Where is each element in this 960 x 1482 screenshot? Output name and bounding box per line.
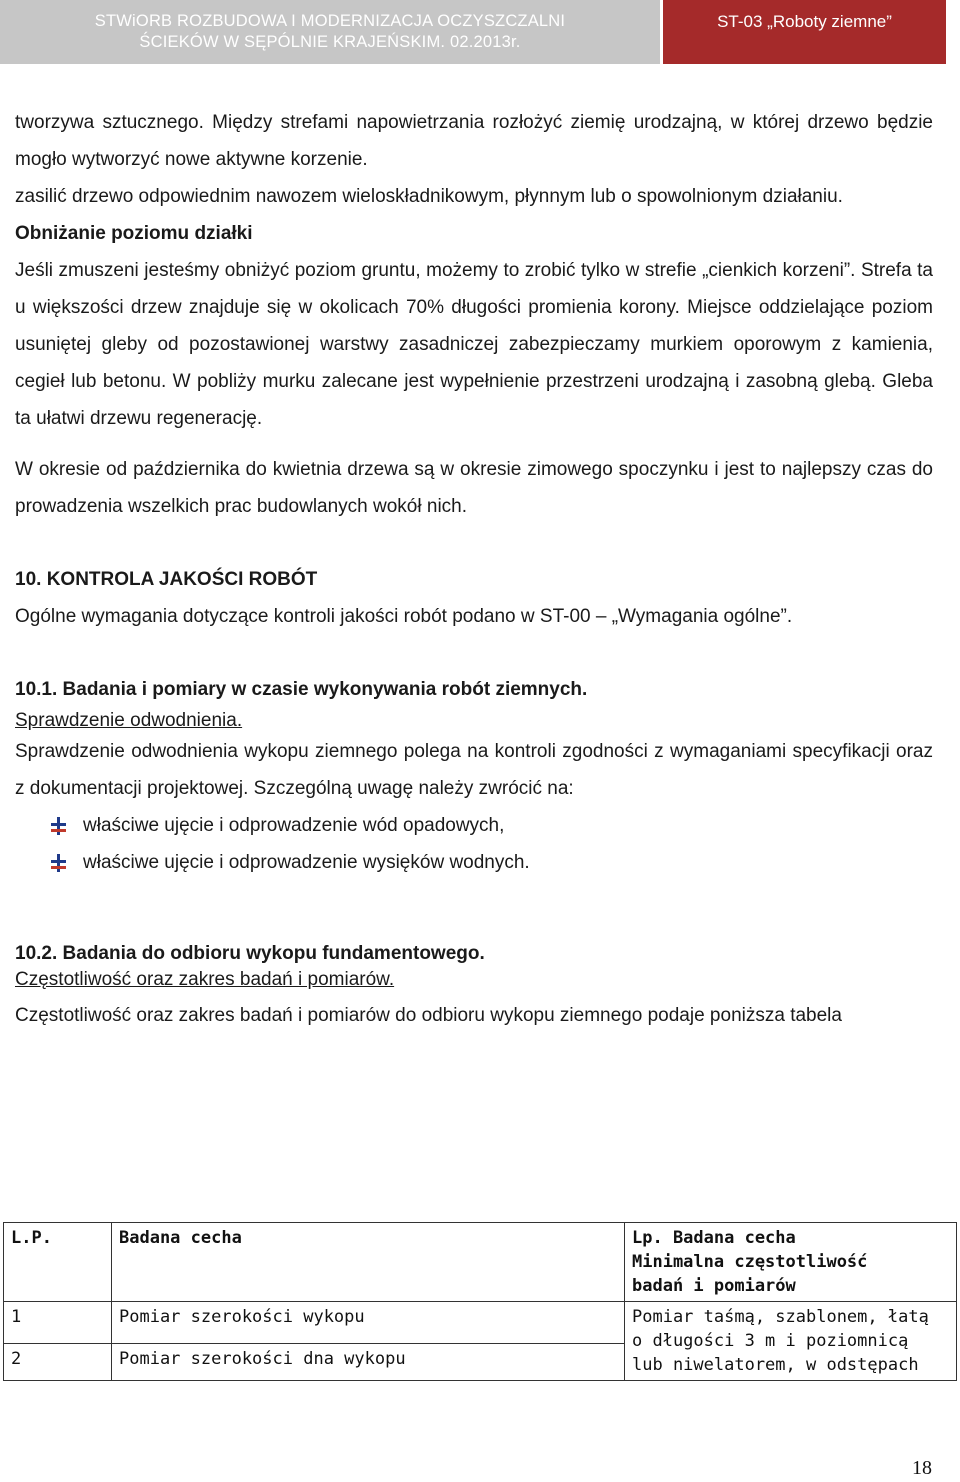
- subheading-frequency: Częstotliwość oraz zakres badań i pomiarów.: [15, 969, 395, 990]
- inspection-table: [3, 1222, 957, 1381]
- arrow-bullet-icon: [51, 817, 69, 835]
- subheading-drainage: Sprawdzenie odwodnienia.: [15, 710, 243, 731]
- table-header-cell: Badana cecha: [112, 1223, 625, 1302]
- paragraph-3: Jeśli zmuszeni jesteśmy obniżyć poziom gruntu, możemy to zrobić tylko w strefie „cienkich korzeni”. Strefa ta u większości drzew znajduje się w okolicach 70% długości promienia korony. Miejsce oddzielające poziom usuniętej gleby od pozostawionej warstwy zasadniczej zabezpieczamy murkiem oporowym z kamienia, cegieł lub betonu. W pobliży murku zalecane jest wypełnienie przestrzeni urodzajną i zasobną glebą. Gleba ta ułatwi drzewu regenerację.: [15, 260, 933, 429]
- paragraph-7: Częstotliwość oraz zakres badań i pomiarów do odbioru wykopu ziemnego podaje poniższa tabela: [15, 1005, 842, 1026]
- document-body: [15, 104, 933, 1034]
- table-cell: Pomiar taśmą, szablonem, łatą o długości 3 m i poziomnicą lub niwelatorem, w odstępach: [625, 1302, 957, 1381]
- header-document-title: [0, 0, 660, 64]
- heading-10: 10. KONTROLA JAKOŚCI ROBÓT: [15, 569, 318, 590]
- table-cell: Pomiar szerokości wykopu: [112, 1302, 625, 1344]
- header-title-line2: ŚCIEKÓW W SĘPÓLNIE KRAJEŃSKIM. 02.2013r.: [139, 33, 521, 51]
- paragraph-1: tworzywa sztucznego. Między strefami napowietrzania rozłożyć ziemię urodzajną, w której drzewo będzie mogło wytworzyć nowe aktywne korzenie.: [15, 112, 933, 170]
- paragraph-2: zasilić drzewo odpowiednim nawozem wieloskładnikowym, płynnym lub o spowolnionym działaniu.: [15, 186, 843, 207]
- table-row: [4, 1302, 957, 1344]
- table-header-cell: L.P.: [4, 1223, 112, 1302]
- bullet-item: [15, 844, 933, 881]
- table-cell: Pomiar szerokości dna wykopu: [112, 1344, 625, 1381]
- bullet-text: właściwe ujęcie i odprowadzenie wysięków wodnych.: [83, 851, 530, 873]
- paragraph-4: W okresie od października do kwietnia drzewa są w okresie zimowego spoczynku i jest to najlepszy czas do prowadzenia wszelkich prac budowlanych wokół nich.: [15, 459, 933, 517]
- table-cell: 1: [4, 1302, 112, 1344]
- header-title-line1: STWiORB ROZBUDOWA I MODERNIZACJA OCZYSZCZALNI: [94, 12, 566, 30]
- bullet-item: [15, 807, 933, 844]
- page-number: 18: [912, 1457, 932, 1479]
- page-header: [0, 0, 946, 64]
- paragraph-5: Ogólne wymagania dotyczące kontroli jakości robót podano w ST-00 – „Wymagania ogólne”.: [15, 606, 793, 627]
- heading-10-2: 10.2. Badania do odbioru wykopu fundamentowego.: [15, 943, 485, 964]
- table-header-cell: Lp. Badana cecha Minimalna częstotliwość badań i pomiarów: [625, 1223, 957, 1302]
- heading-10-1: 10.1. Badania i pomiary w czasie wykonywania robót ziemnych.: [15, 679, 588, 700]
- heading-lowering-level: Obniżanie poziomu działki: [15, 223, 253, 244]
- arrow-bullet-icon: [51, 854, 69, 872]
- table-cell: 2: [4, 1344, 112, 1381]
- paragraph-6: Sprawdzenie odwodnienia wykopu ziemnego polega na kontroli zgodności z wymaganiami specyfikacji oraz z dokumentacji projektowej. Szczególną uwagę należy zwrócić na:: [15, 741, 933, 799]
- bullet-text: właściwe ujęcie i odprowadzenie wód opadowych,: [83, 814, 505, 836]
- header-section-code: ST-03 „Roboty ziemne”: [663, 0, 946, 64]
- table-header-row: [4, 1223, 957, 1302]
